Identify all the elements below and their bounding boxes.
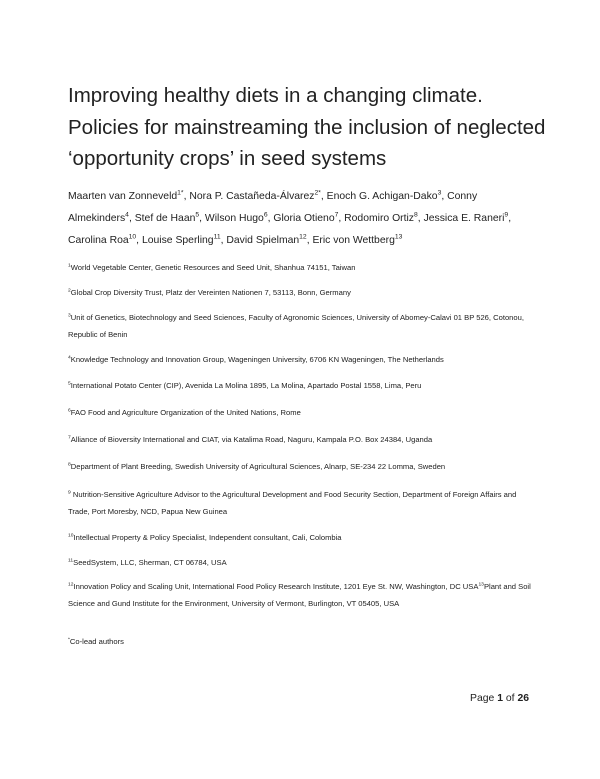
author [424, 213, 509, 224]
author-affiliation-marker: 11 [213, 233, 221, 241]
author [68, 191, 184, 202]
author-name: Maarten van Zonneveld [68, 191, 178, 202]
affiliation-marker: 10 [68, 533, 74, 539]
affiliation-text: Knowledge Technology and Innovation Group, Wageningen University, 6706 KN Wageningen, The Netherlands [70, 355, 444, 364]
affiliation-text: Unit of Genetics, Biotechnology and Seed Sciences, Faculty of Agronomic Sciences, University of Abomey-Calavi 01 BP 526, Cotonou, Republic of Benin [68, 313, 524, 339]
affiliation-text: Plant and Soil Science and Gund Institute for the Environment, University of Vermont, Burlington, VT 05405, USA [68, 582, 531, 608]
author [135, 213, 199, 224]
affiliation-marker: 11 [68, 558, 74, 564]
author [344, 213, 418, 224]
author-name: Stef de Haan [134, 213, 196, 224]
affiliation-marker: 6 [68, 408, 71, 414]
affiliation-marker: 12 [68, 582, 74, 588]
affiliation [68, 351, 538, 368]
affiliation-marker: 13 [478, 582, 484, 588]
affiliation-marker: 2 [68, 288, 71, 294]
author-affiliation-marker: 8 [414, 211, 418, 219]
author-affiliation-marker: 12 [299, 233, 307, 241]
page-current: 1 [497, 693, 503, 704]
author-name: Jessica E. Raneri [423, 213, 505, 224]
paper-title [68, 80, 568, 175]
affiliation-marker: 9 [68, 490, 71, 496]
affiliation [68, 529, 538, 546]
author-name: Rodomiro Ortiz [344, 213, 415, 224]
page-of: of [502, 693, 518, 704]
affiliation-text: World Vegetable Center, Genetic Resources and Seed Unit, Shanhua 74151, Taiwan [70, 263, 356, 272]
affiliation-marker: 4 [68, 355, 71, 361]
affiliation [68, 284, 538, 301]
title-line-2: Policies for mainstreaming the inclusion of neglected [68, 115, 546, 139]
author-name: Carolina Roa [68, 235, 129, 246]
affiliation [68, 578, 538, 612]
affiliation-marker: 7 [68, 435, 71, 441]
author-affiliation-marker: 10 [128, 233, 137, 241]
affiliation [68, 309, 538, 343]
affiliation-text: Co-lead authors [69, 637, 124, 646]
author [273, 213, 338, 224]
author [226, 235, 306, 246]
affiliation [68, 259, 538, 276]
author [312, 235, 402, 246]
affiliation-text: FAO Food and Agriculture Organization of the United Nations, Rome [70, 408, 301, 417]
affiliation-marker: 3 [68, 313, 71, 319]
co-lead-note [68, 633, 538, 650]
affiliation-marker: 5 [68, 381, 71, 387]
author [142, 235, 221, 246]
affiliation [68, 458, 538, 475]
author-affiliation-marker: 5 [195, 211, 200, 219]
author-affiliation-marker: 4 [125, 211, 129, 219]
author-name: Eric von Wettberg [312, 235, 395, 246]
author [189, 191, 321, 202]
author-name: Wilson Hugo [204, 213, 264, 224]
author-name: Louise Sperling [141, 235, 214, 246]
affiliation [68, 377, 538, 394]
author-name: Conny Almekinders [68, 191, 478, 224]
affiliation-text: Intellectual Property & Policy Specialist, Independent consultant, Cali, Colombia [73, 533, 342, 542]
affiliation-text: SeedSystem, LLC, Sherman, CT 06784, USA [73, 558, 227, 567]
affiliation-marker: 8 [68, 462, 71, 468]
author-name: Enoch G. Achigan-Dako [326, 191, 438, 202]
affiliation-text: International Potato Center (CIP), Avenida La Molina 1895, La Molina, Apartado Postal 1558, Lima, Peru [70, 381, 422, 390]
author-affiliation-marker: 1* [177, 189, 184, 197]
author-list: Maarten van Zonneveld$^{1*}$, Nora P. Castañeda-Álvarez$^{2*}$, Enoch G. Achigan-Dako$^3$, Conny Almekinders$^4$, Stef de Haan$^5$, Wilson Hugo$^6$, Gloria Otieno$^7$, Rodomiro Ortiz$^8$, Jessica E. Raneri$^9$, Carolina Roa$^{10}$, Louise Sperling$^{11}$, David Spielman$^{12}$, Eric von Wettberg$^{13}$ [68, 189, 512, 246]
title-line-1: Improving healthy diets in a changing climate. [68, 84, 483, 107]
affiliation-text: Department of Plant Breeding, Swedish University of Agricultural Sciences, Alnarp, SE-234 22 Lomma, Sweden [70, 462, 446, 471]
affiliation [68, 431, 538, 448]
affiliation [68, 404, 538, 421]
affiliation-text: Global Crop Diversity Trust, Platz der Vereinten Nationen 7, 53113, Bonn, Germany [70, 288, 351, 297]
title-line-3: ‘opportunity crops’ in seed systems [68, 147, 387, 170]
affiliation-marker: 1 [68, 263, 71, 269]
affiliation-text: Nutrition-Sensitive Agriculture Advisor to the Agricultural Development and Food Security Section, Department of Foreign Affairs and Trade, Port Moresby, NCD, Papua New Guinea [68, 490, 517, 516]
author [205, 213, 268, 224]
author [68, 235, 136, 246]
author-name: Nora P. Castañeda-Álvarez [189, 191, 315, 202]
affiliation [68, 486, 538, 520]
affiliation-text: Innovation Policy and Scaling Unit, International Food Policy Research Institute, 1201 Eye St. NW, Washington, DC USA [73, 582, 479, 591]
affiliation-marker: * [68, 637, 70, 643]
page-number [470, 693, 529, 704]
page-total: 26 [517, 693, 529, 704]
author-affiliation-marker: 9 [504, 211, 509, 219]
author-affiliation-marker: 13 [394, 233, 403, 241]
author-name: David Spielman [226, 235, 300, 246]
affiliation [68, 554, 538, 571]
author-name: Gloria Otieno [273, 213, 335, 224]
author-affiliation-marker: 3 [437, 189, 442, 197]
author [327, 191, 442, 202]
page-label: Page [470, 693, 498, 704]
author-affiliation-marker: 7 [334, 211, 339, 219]
author-affiliation-marker: 6 [263, 211, 268, 219]
affiliation-text: Alliance of Bioversity International and CIAT, via Katalima Road, Naguru, Kampala P.O. Box 24384, Uganda [70, 435, 433, 444]
author-affiliation-marker: 2* [314, 189, 321, 197]
